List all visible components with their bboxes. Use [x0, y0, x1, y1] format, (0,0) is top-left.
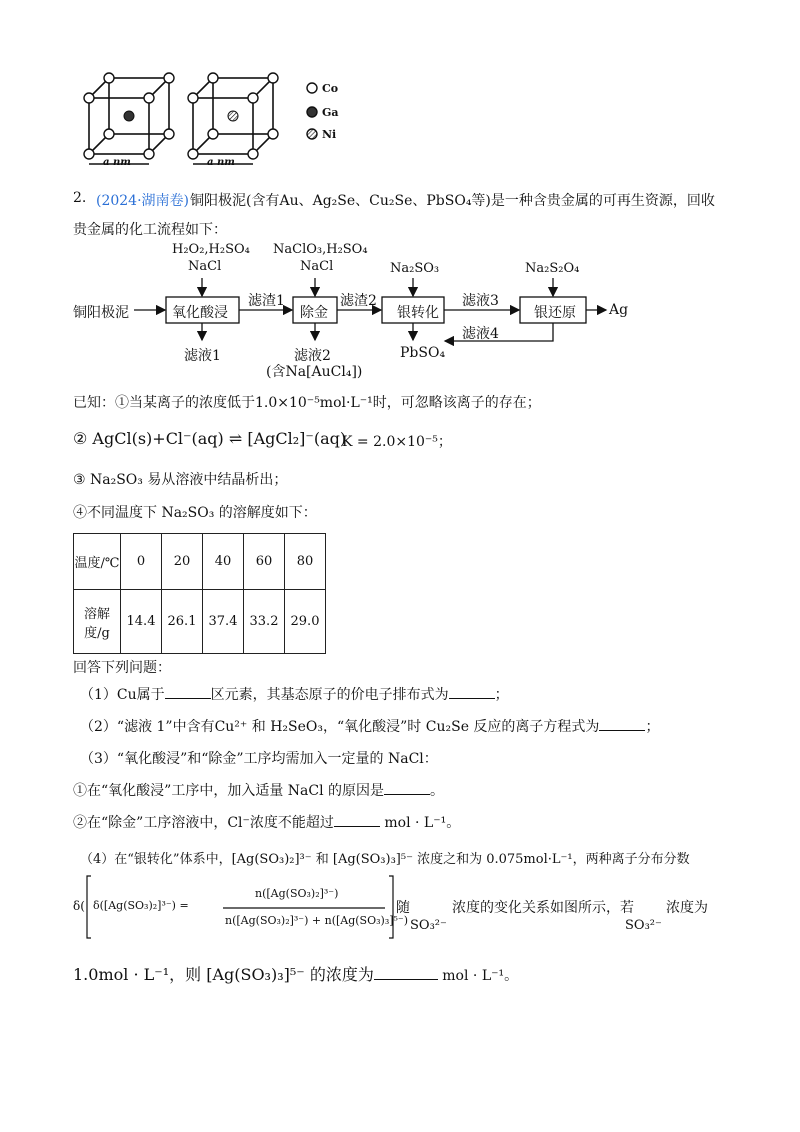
q2-text-b: ； [645, 719, 660, 735]
q3-2-text-a: ②在“除金”工序溶液中，Cl⁻浓度不能超过 [73, 815, 334, 831]
flow-arrow-2: 滤渣2 [340, 293, 377, 309]
q4-so3-b: SO₃²⁻ [625, 918, 662, 933]
flow-below-2: 滤液2 [294, 348, 331, 364]
known-2-eq: ② AgCl(s)+Cl⁻(aq) ⇌ [AgCl₂]⁻(aq) [73, 429, 347, 448]
solubility-table [73, 533, 326, 654]
q4-mid2: 浓度的变化关系如图所示，若 [452, 900, 634, 916]
table-cell: 0 [121, 534, 162, 590]
table-cell: 29.0 [285, 590, 326, 654]
q3-1-text-a: ①在“氧化酸浸”工序中，加入适量 NaCl 的原因是 [73, 783, 384, 799]
q1-text-c: ； [494, 687, 509, 703]
known-4: ④不同温度下 Na₂SO₃ 的溶解度如下： [73, 505, 317, 521]
q4-mid: 随 [396, 900, 410, 916]
known-3: ③ Na₂SO₃ 易从溶液中结晶析出； [73, 472, 288, 488]
q4-line-3 [73, 962, 518, 985]
answer-blank[interactable] [374, 967, 438, 980]
flow-box-silver: 银转化 [397, 305, 439, 321]
answer-blank[interactable] [449, 686, 495, 699]
answer-blank[interactable] [599, 718, 645, 731]
legend-co: Co [322, 82, 339, 95]
q3-2-line [73, 812, 460, 832]
table-cell: 40 [203, 534, 244, 590]
question-intro-2: 贵金属的化工流程如下： [73, 222, 227, 238]
answer-blank[interactable] [384, 782, 430, 795]
flow-box-gold: 除金 [300, 305, 328, 321]
flow-box-reduce: 银还原 [534, 305, 576, 321]
flow-below-1: 滤液1 [184, 348, 221, 364]
q4-denominator: n([Ag(SO₃)₂]³⁻) + n([Ag(SO₃)₃]⁵⁻) [225, 914, 409, 927]
q4-delta-lhs2: δ([Ag(SO₃)₂]³⁻) = [93, 899, 189, 912]
q2-line [80, 716, 659, 736]
q1-text-a: （1）Cu属于 [80, 687, 165, 703]
q4-line-1: （4）在“银转化”体系中，[Ag(SO₃)₂]³⁻ 和 [Ag(SO₃)₃]⁵⁻ 浓度之和为 0.075mol·L⁻¹，两种离子分布分数 [80, 852, 690, 867]
known-2-k: K = 2.0×10⁻⁵； [342, 434, 452, 450]
answers-lead: 回答下列问题： [73, 660, 171, 676]
q4-formula [73, 872, 409, 942]
flow-product: Ag [609, 302, 629, 318]
q1-line [80, 684, 509, 704]
question-intro-1: 铜阳极泥(含有Au、Ag₂Se、Cu₂Se、PbSO₄等)是一种含贵金属的可再生资源，回收 [190, 193, 715, 209]
q3-line: （3）“氧化酸浸”和“除金”工序均需加入一定量的 NaCl： [80, 751, 438, 767]
q2-text-a: （2）“滤液 1”中含有Cu²⁺ 和 H₂SeO₃，“氧化酸浸”时 Cu₂Se 反应的离子方程式为 [80, 719, 600, 735]
flow-arrow-3: 滤液3 [462, 293, 499, 309]
table-cell: 26.1 [162, 590, 203, 654]
q4-end: 浓度为 [666, 900, 708, 916]
q4-delta-lhs: δ( [73, 899, 85, 913]
reagent-reduce: Na₂S₂O₄ [525, 261, 580, 276]
q4-line-3-a: 1.0mol · L⁻¹，则 [Ag(SO₃)₃]⁵⁻ 的浓度为 [73, 965, 374, 984]
known-1: 已知：①当某离子的浓度低于1.0×10⁻⁵mol·L⁻¹时，可忽略该离子的存在； [73, 395, 541, 411]
reagent-oxidize-1: H₂O₂,H₂SO₄ [172, 242, 250, 257]
q3-1-text-b: 。 [430, 783, 444, 799]
q1-text-b: 区元素，其基态原子的价电子排布式为 [210, 687, 449, 703]
table-cell: 37.4 [203, 590, 244, 654]
legend-ni: Ni [322, 128, 337, 141]
reagent-gold-2: NaCl [300, 259, 334, 274]
question-number: 2. [73, 190, 87, 206]
answer-blank[interactable] [165, 686, 211, 699]
q4-so3-a: SO₃²⁻ [410, 918, 447, 933]
table-cell: 60 [244, 534, 285, 590]
table-cell: 20 [162, 534, 203, 590]
table-header-temp: 温度/℃ [74, 534, 121, 590]
flow-below-3: PbSO₄ [400, 345, 446, 361]
q3-1-line [73, 780, 444, 800]
cell-label-2: a nm [207, 157, 235, 168]
table-cell: 80 [285, 534, 326, 590]
flow-arrow-4: 滤液4 [462, 326, 499, 342]
answer-blank[interactable] [334, 814, 380, 827]
flow-box-oxidize: 氧化酸浸 [172, 305, 228, 321]
table-cell: 14.4 [121, 590, 162, 654]
flow-below-2-note: (含Na[AuCl₄]) [266, 364, 363, 380]
reagent-gold-1: NaClO₃,H₂SO₄ [273, 242, 368, 257]
reagent-silver: Na₂SO₃ [390, 261, 440, 276]
cell-label-1: a nm [103, 157, 131, 168]
reagent-oxidize-2: NaCl [188, 259, 222, 274]
table-header-solubility: 溶解度/g [74, 590, 121, 654]
q4-numerator: n([Ag(SO₃)₂]³⁻) [255, 887, 339, 900]
flow-arrow-1: 滤渣1 [248, 293, 285, 309]
legend-ga: Ga [322, 106, 339, 119]
question-source: (2024·湖南卷) [96, 193, 190, 209]
table-cell: 33.2 [244, 590, 285, 654]
q3-2-text-b: mol · L⁻¹。 [384, 815, 461, 831]
flow-start: 铜阳极泥 [73, 305, 129, 321]
q4-line-3-b: mol · L⁻¹。 [442, 968, 519, 984]
